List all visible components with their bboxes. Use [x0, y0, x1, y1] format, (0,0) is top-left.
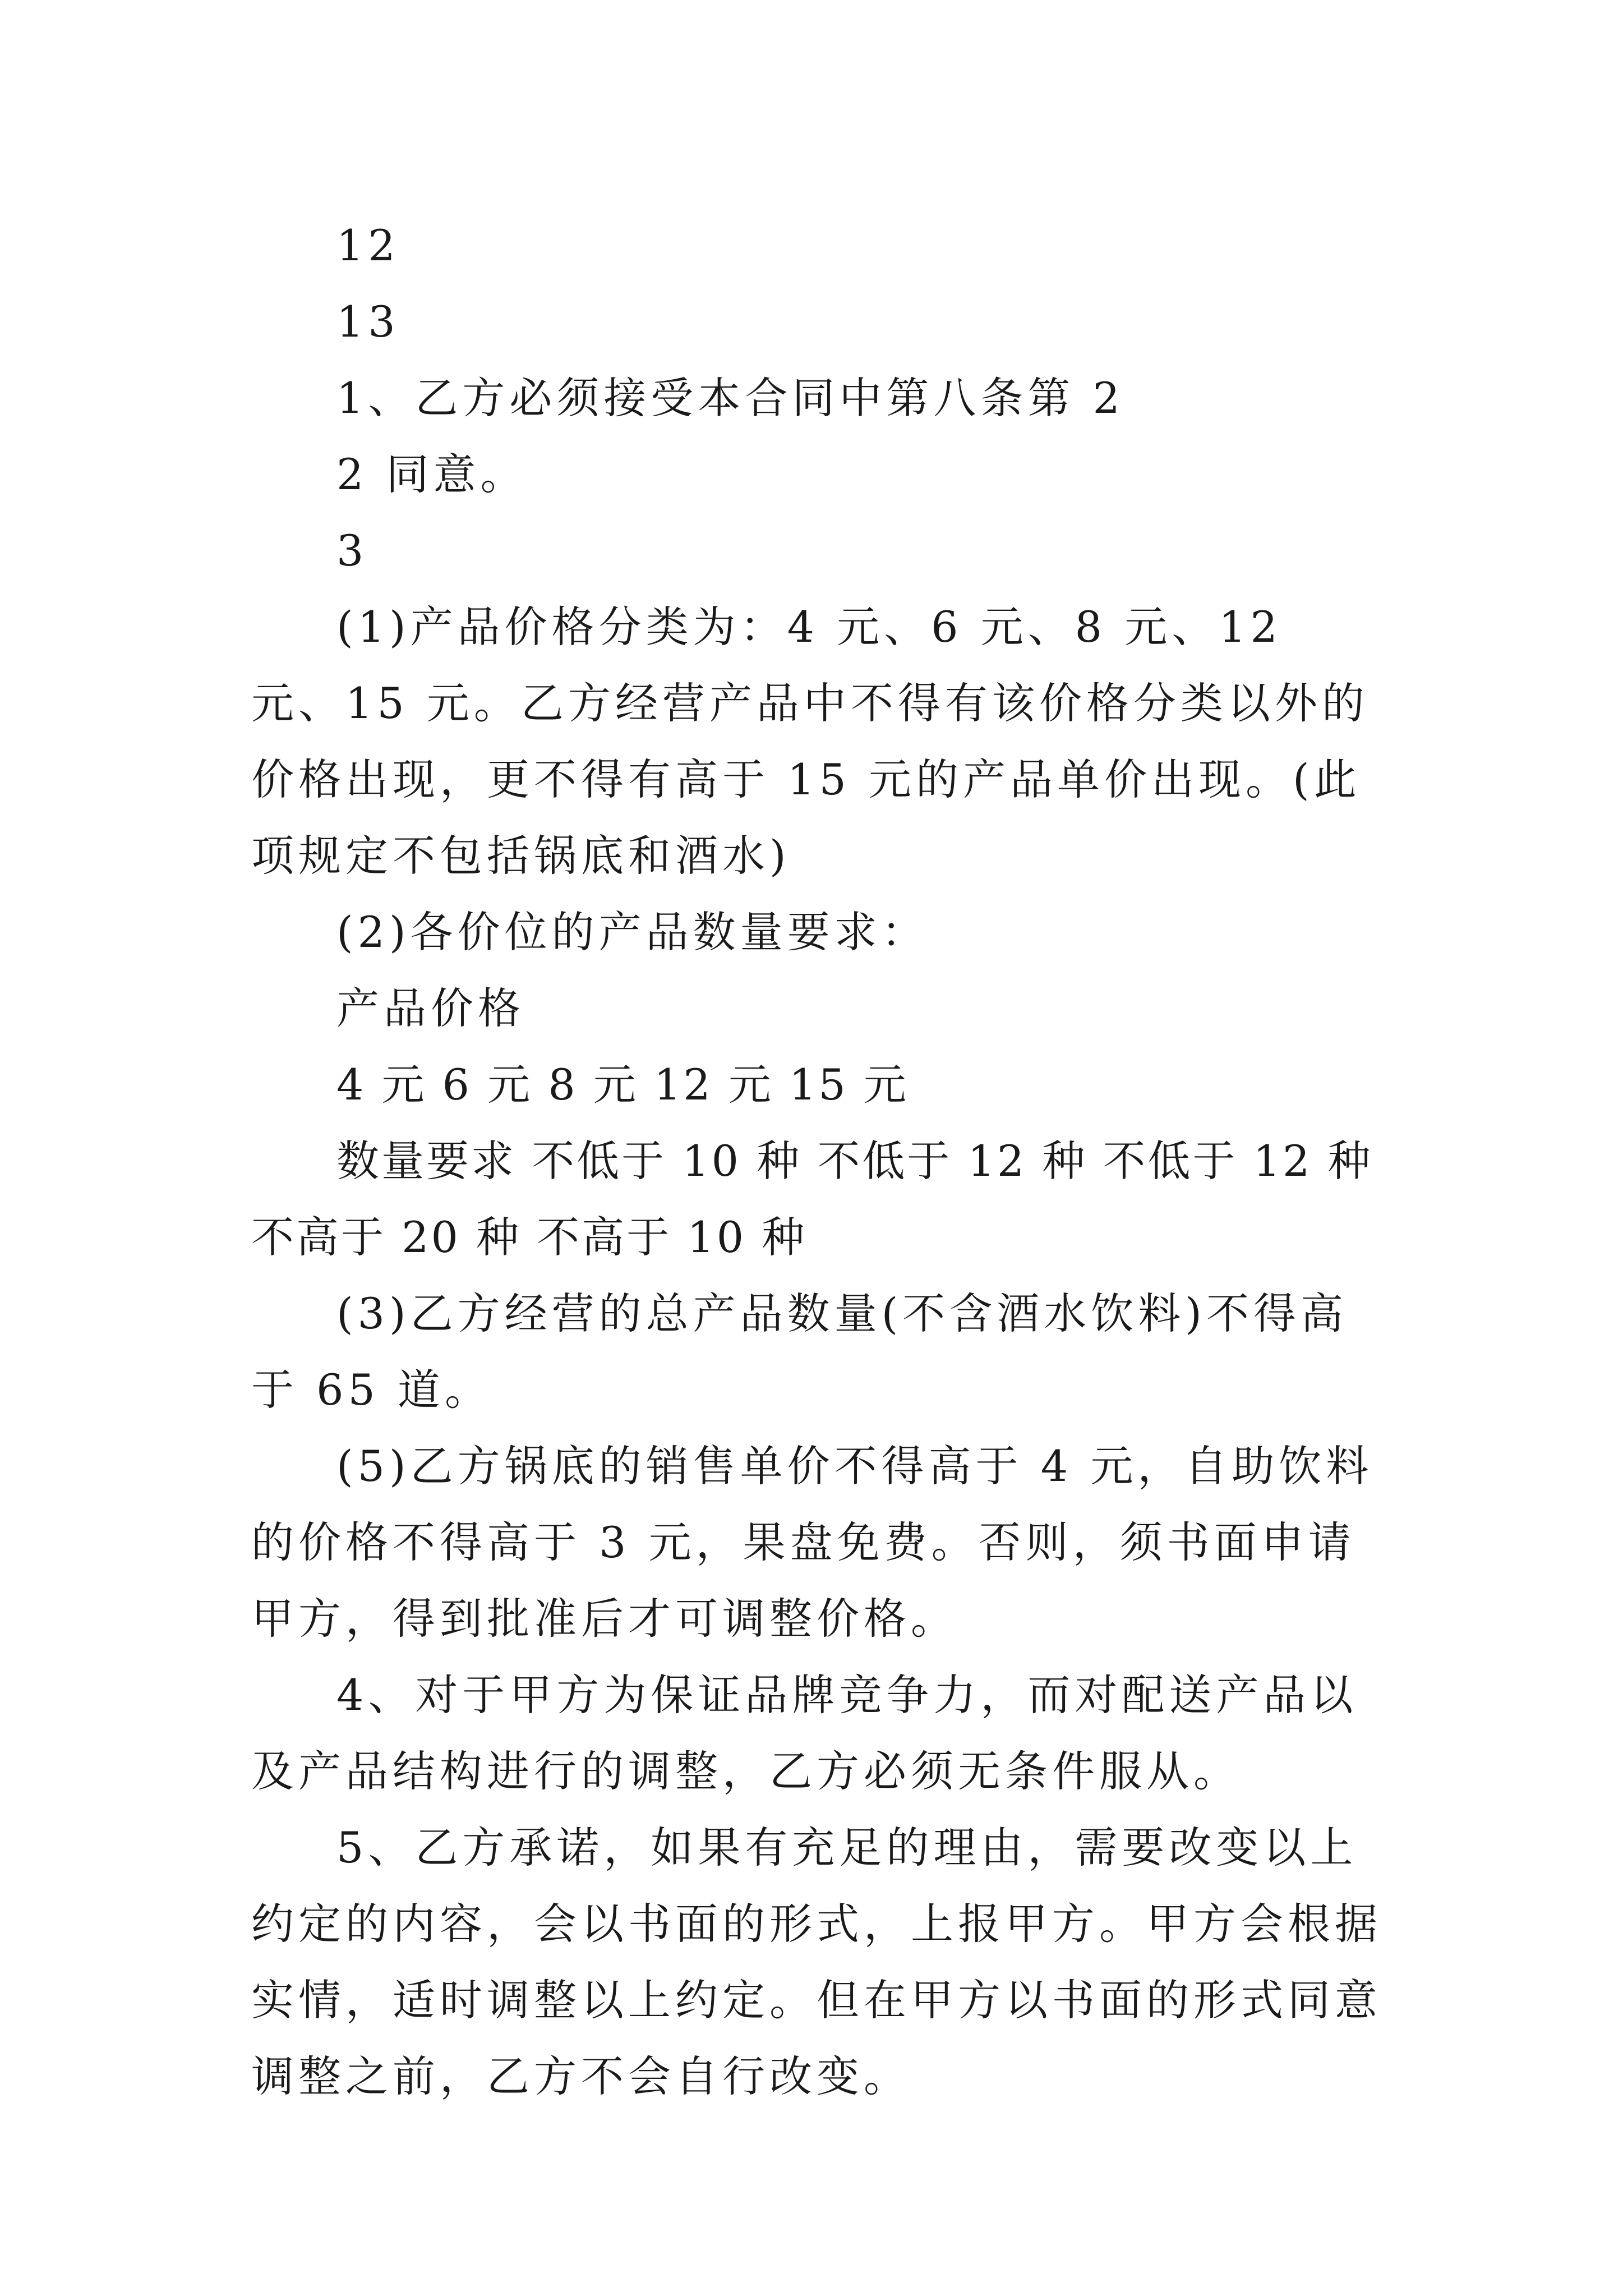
clause-3-item-3: (3)乙方经营的总产品数量(不含酒水饮料)不得高于 65 道。 [251, 1289, 1348, 1415]
price-table-header: 产品价格 [336, 983, 525, 1033]
clause-3-item-1: (1)产品价格分类为：4 元、6 元、8 元、12 元、15 元。乙方经营产品中不得有该价格分类以外的价格出现，更不得有高于 15 元的产品单价出现。(此项规定不包括锅底和酒水) [251, 602, 1369, 881]
price-table-quantities: 数量要求 不低于 10 种 不低于 12 种 不低于 12 种 不高于 20 种 不高于 10 种 [251, 1136, 1373, 1262]
clause-4: 4、对于甲方为保证品牌竞争力，而对配送产品以及产品结构进行的调整，乙方必须无条件服从。 [251, 1670, 1358, 1796]
clause-5: 5、乙方承诺，如果有充足的理由，需要改变以上约定的内容，会以书面的形式，上报甲方。甲方会根据实情，适时调整以上约定。但在甲方以书面的形式同意调整之前，乙方不会自行改变。 [251, 1823, 1382, 2101]
clause-1: 1、乙方必须接受本合同中第八条第 2 [336, 373, 1124, 423]
paragraph-12: 12 [336, 220, 400, 270]
clause-2: 2 同意。 [336, 449, 528, 499]
document-body [251, 208, 1382, 2115]
paragraph-13: 13 [336, 297, 400, 347]
clause-3-item-2: (2)各价位的产品数量要求： [336, 907, 929, 957]
price-table-prices: 4 元 6 元 8 元 12 元 15 元 [336, 1060, 909, 1110]
clause-3: 3 [336, 526, 368, 576]
clause-3-item-5: (5)乙方锅底的销售单价不得高于 4 元，自助饮料的价格不得高于 3 元，果盘免费。否则，须书面申请甲方，得到批准后才可调整价格。 [251, 1441, 1373, 1644]
